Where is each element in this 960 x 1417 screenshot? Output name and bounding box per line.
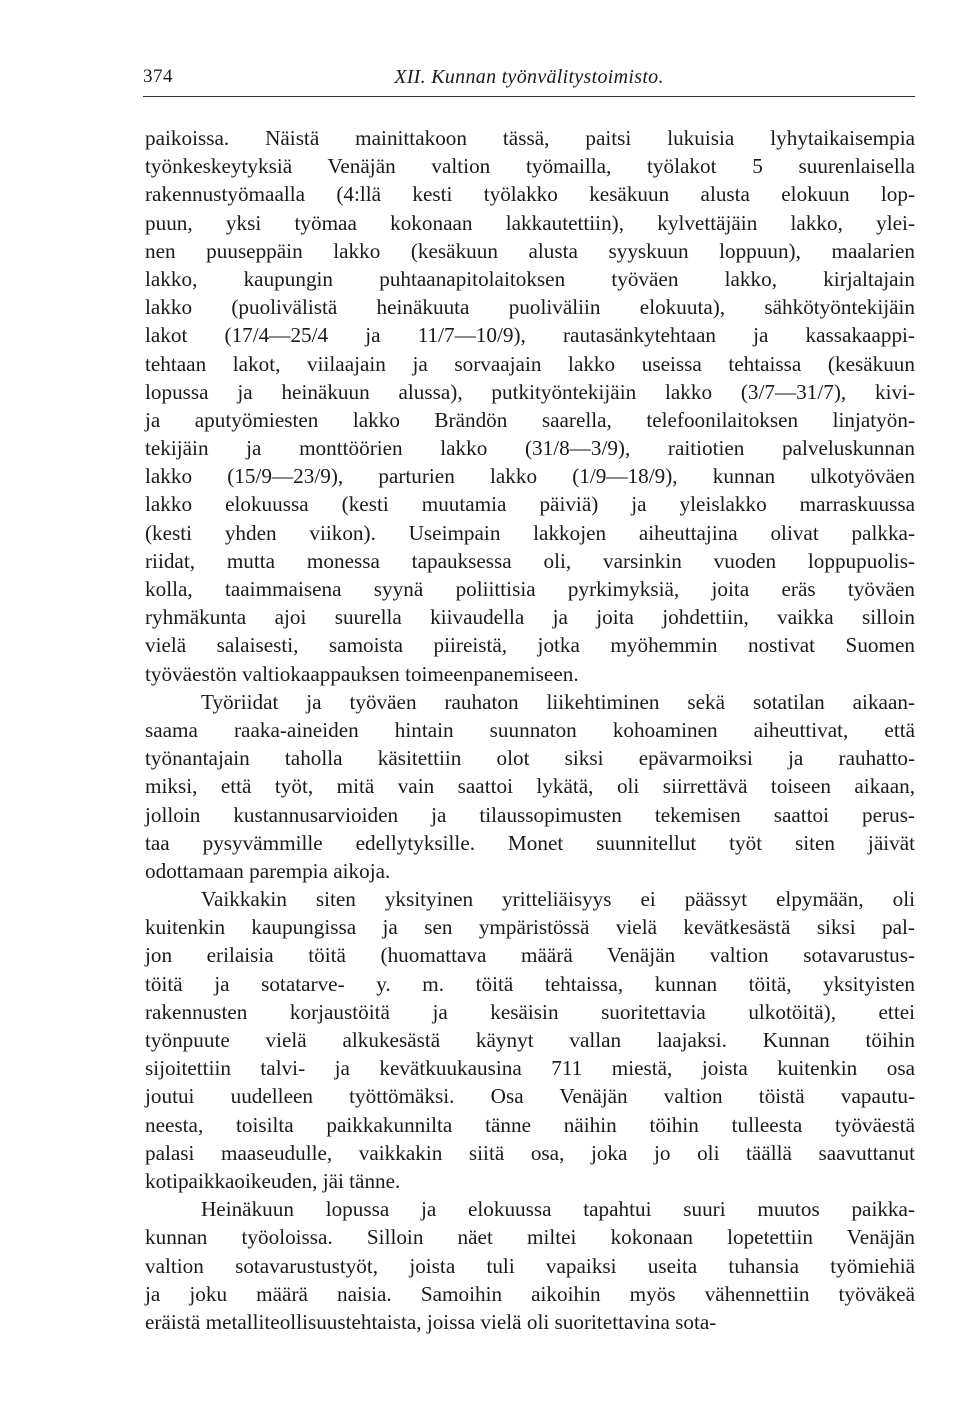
text-line: paikoissa. Näistä mainittakoon tässä, paitsi lukuisia lyhytaikaisempia (145, 126, 915, 150)
text-line: lakko (15/9—23/9), parturien lakko (1/9—18/9), kunnan ulkotyöväen (145, 464, 915, 489)
text-line: kunnan työoloissa. Silloin näet miltei kokonaan lopetettiin Venäjän (145, 1225, 915, 1250)
text-line: vielä salaisesti, samoista piireistä, jotka myöhemmin nostivat Suomen (145, 633, 915, 658)
text-line: työnpuute vielä alkukesästä käynyt vallan laajaksi. Kunnan töihin (145, 1028, 915, 1052)
text-line: kolla, taaimmaisena syynä poliittisia pyrkimyksiä, joita eräs työväen (145, 577, 915, 601)
text-line: joutui uudelleen työttömäksi. Osa Venäjän valtion töistä vapautu- (145, 1084, 915, 1109)
paragraph (145, 124, 915, 688)
text-line: lopussa ja heinäkuun alussa), putkityöntekijäin lakko (3/7—31/7), kivi- (145, 379, 915, 404)
paragraph (145, 688, 915, 885)
text-line: lakko, kaupungin puhtaanapitolaitoksen työväen lakko, kirjaltajain (145, 266, 915, 291)
text-line: ja aputyömiesten lakko Brändön saarella, telefoonilaitoksen linjatyön- (145, 407, 915, 432)
text-line: taa pysyvämmille edellytyksille. Monet suunnitellut työt siten jäivät (145, 830, 915, 855)
page-number: 374 (143, 66, 173, 87)
text-line: tekijäin ja monttöörien lakko (31/8—3/9), raitiotien palveluskunnan (145, 436, 915, 461)
header-rule (143, 96, 915, 97)
text-line: valtion sotavarustustyöt, joista tuli vapaiksi useita tuhansia työmiehiä (145, 1253, 915, 1278)
running-head: XII. Kunnan työnvälitystoimisto. (394, 66, 664, 88)
body-text (145, 124, 915, 1336)
text-line: tehtaan lakot, viilaajain ja sorvaajain lakko useissa tehtaissa (kesäkuun (145, 351, 915, 376)
text-line: riidat, mutta monessa tapauksessa oli, varsinkin vuoden loppupuolis- (145, 548, 915, 573)
text-line: lakot (17/4—25/4 ja 11/7—10/9), rautasänkytehtaan ja kassakaappi- (145, 323, 915, 348)
text-line: jolloin kustannusarvioiden ja tilaussopimusten tekemisen saattoi perus- (145, 802, 915, 827)
text-line: kotipaikkaoikeuden, jäi tänne. (145, 1168, 401, 1193)
text-line: saama raaka-aineiden hintain suunnaton kohoaminen aiheuttivat, että (145, 717, 915, 742)
text-line: Heinäkuun lopussa ja elokuussa tapahtui suuri muutos paikka- (201, 1197, 915, 1222)
text-line: lakko elokuussa (kesti muutamia päiviä) ja yleislakko marraskuussa (145, 492, 915, 517)
text-line: työnantajain taholla käsitettiin olot siksi epävarmoiksi ja rauhatto- (145, 746, 915, 771)
text-line: eräistä metalliteollisuustehtaista, joissa vielä oli suoritettavina sota- (145, 1309, 717, 1334)
text-line: palasi maaseudulle, vaikkakin siitä osa, joka jo oli täällä saavuttanut (145, 1140, 915, 1165)
paragraph (145, 1195, 915, 1336)
paragraph (145, 885, 915, 1195)
text-line: lakko (puolivälistä heinäkuuta puoliväliin elokuuta), sähkötyöntekijäin (145, 295, 915, 320)
text-line: työväestön valtiokaappauksen toimeenpanemiseen. (145, 661, 579, 686)
page-header (143, 66, 915, 96)
text-line: rakennusten korjaustöitä ja kesäisin suoritettavia ulkotöitä), ettei (145, 999, 915, 1024)
text-line: Vaikkakin siten yksityinen yritteliäisyys ei päässyt elpymään, oli (201, 887, 915, 912)
text-line: Työriidat ja työväen rauhaton liikehtiminen sekä sotatilan aikaan- (201, 689, 915, 714)
text-line: odottamaan parempia aikoja. (145, 858, 391, 883)
text-line: kuitenkin kaupungissa ja sen ympäristössä vielä kevätkesästä siksi pal- (145, 915, 915, 940)
text-line: ja joku määrä naisia. Samoihin aikoihin myös vähennettiin työväkeä (145, 1281, 915, 1306)
text-line: rakennustyömaalla (4:llä kesti työlakko kesäkuun alusta elokuun lop- (145, 182, 915, 207)
text-line: työnkeskeytyksiä Venäjän valtion työmailla, työlakot 5 suurenlaisella (145, 154, 915, 179)
text-line: (kesti yhden viikon). Useimpain lakkojen aiheuttajina olivat palkka- (145, 520, 915, 545)
text-line: jon erilaisia töitä (huomattava määrä Venäjän valtion sotavarustus- (145, 943, 915, 968)
text-line: neesta, toisilta paikkakunnilta tänne näihin töihin tulleesta työväestä (145, 1112, 915, 1137)
text-line: töitä ja sotatarve- y. m. töitä tehtaissa, kunnan töitä, yksityisten (145, 971, 915, 996)
text-line: puun, yksi työmaa kokonaan lakkautettiin), kylvettäjäin lakko, ylei- (145, 210, 915, 235)
text-line: sijoitettiin talvi- ja kevätkuukausina 711 miestä, joista kuitenkin osa (145, 1056, 915, 1081)
text-line: miksi, että työt, mitä vain saattoi lykätä, oli siirrettävä toiseen aikaan, (145, 774, 915, 799)
text-line: nen puuseppäin lakko (kesäkuun alusta syyskuun loppuun), maalarien (145, 238, 915, 263)
text-line: ryhmäkunta ajoi suurella kiivaudella ja joita johdettiin, vaikka silloin (145, 605, 915, 630)
